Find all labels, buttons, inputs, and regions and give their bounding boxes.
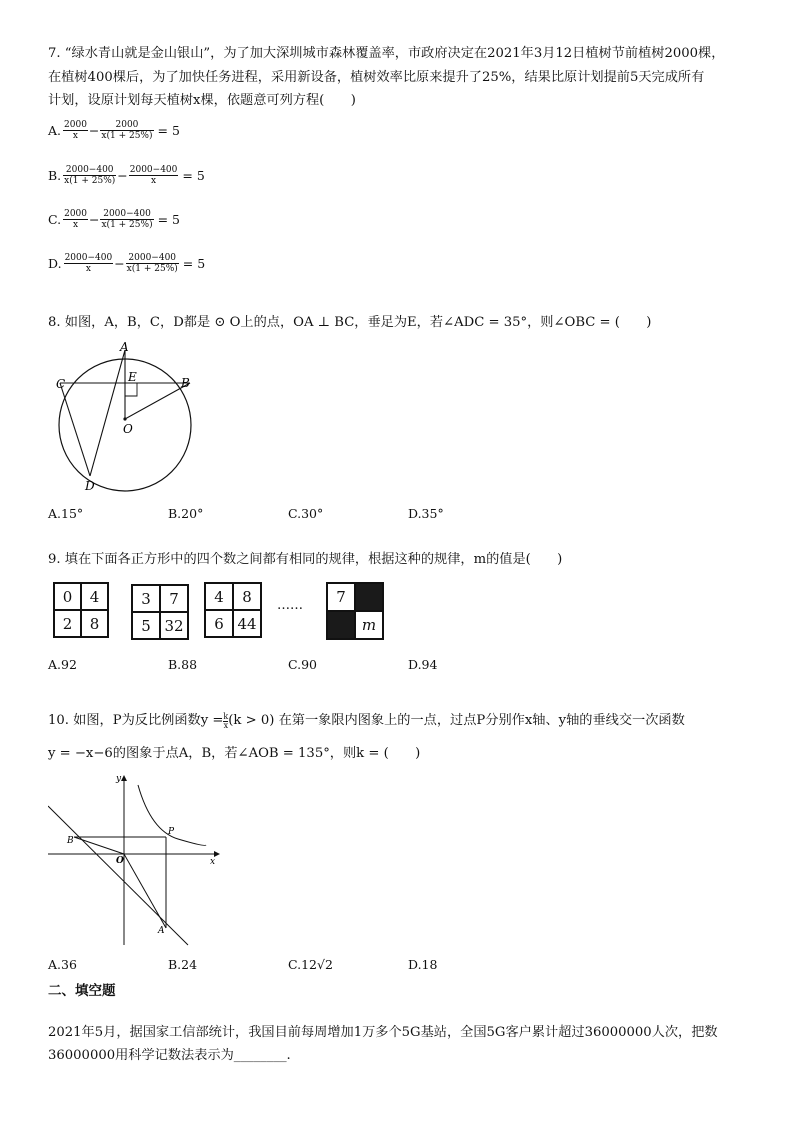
q10-option-c[interactable]: C.12√2 — [288, 957, 333, 972]
label-a: A — [120, 340, 129, 354]
number-square-3 — [204, 582, 262, 638]
q8-option-b[interactable]: B.20° — [168, 506, 204, 521]
fraction: $\frac{2000-400}{x}$ — [129, 165, 178, 186]
cell: 32 — [160, 612, 188, 639]
label-e: E — [128, 370, 137, 384]
q10-stem-line2: y = −x−6的图象于点A，B，若∠AOB = 135°，则k = ( ) — [48, 746, 421, 761]
fraction: $\frac{2000-400}{x(1 + 25\%)}$ — [126, 253, 178, 274]
q9-option-a[interactable]: A.92 — [48, 657, 77, 672]
q9-option-d[interactable]: D.94 — [408, 657, 438, 672]
cell: 7 — [327, 583, 355, 611]
label-b: B — [181, 376, 190, 390]
label-o: O — [123, 422, 133, 436]
cell: 7 — [160, 585, 188, 612]
label-c: C — [56, 377, 66, 391]
q9-option-b[interactable]: B.88 — [168, 657, 198, 672]
fraction: $\frac{2000-400}{x}$ — [64, 253, 113, 274]
cell: 2 — [54, 610, 81, 637]
label-y: y — [116, 774, 122, 784]
segment-cd — [60, 383, 90, 476]
cell: 6 — [205, 610, 233, 637]
ellipsis: …… — [277, 598, 303, 613]
q9-option-c[interactable]: C.90 — [288, 657, 317, 672]
segment-da — [90, 350, 125, 476]
cell: 8 — [233, 583, 261, 610]
cell: 4 — [81, 583, 108, 610]
q7-option-a[interactable]: A. $\frac{2000}{x}$ − $\frac{2000}{x(1 + 25\%)}$ = 5 — [48, 120, 180, 141]
cell: 3 — [132, 585, 160, 612]
right-angle-mark — [125, 383, 137, 396]
q10-stem-line1: 10. 如图，P为反比例函数y = $\frac{k}{x}$ (k > 0) 在第一象限内图象上的一点，过点P分别作x轴、y轴的垂线交一次函数 — [48, 711, 685, 730]
label-a: A — [158, 926, 165, 936]
y-axis-arrow — [121, 775, 127, 781]
cell: 44 — [233, 610, 261, 637]
number-square-2 — [131, 584, 189, 640]
q10-option-b[interactable]: B.24 — [168, 957, 198, 972]
label-p: P — [168, 827, 175, 837]
segment-ob — [74, 837, 124, 854]
number-square-1 — [53, 582, 109, 638]
q7-stem-line3: 计划，设原计划每天植树x棵，依题意可列方程( ) — [48, 93, 356, 108]
q8-option-d[interactable]: D.35° — [408, 506, 444, 521]
q9-stem: 9. 填在下面各正方形中的四个数之间都有相同的规律，根据这种的规律，m的值是( ) — [48, 552, 563, 567]
segment-oa — [124, 854, 166, 928]
q10-option-d[interactable]: D.18 — [408, 957, 438, 972]
label-x: x — [210, 857, 216, 867]
fraction: $\frac{2000-400}{x(1 + 25\%)}$ — [64, 165, 116, 186]
cell: 0 — [54, 583, 81, 610]
q7-option-b[interactable]: B. $\frac{2000-400}{x(1 + 25\%)}$ − $\frac{2000-400}{x}$ = 5 — [48, 165, 205, 186]
q8-option-a[interactable]: A.15° — [48, 506, 84, 521]
center-point — [123, 417, 126, 420]
fraction: $\frac{2000-400}{x(1 + 25\%)}$ — [101, 209, 153, 230]
fill-blank-line2: 36000000用科学记数法表示为________. — [48, 1048, 291, 1063]
line-y-neg-x-minus-6 — [48, 806, 188, 945]
q8-option-c[interactable]: C.30° — [288, 506, 324, 521]
q7-option-d[interactable]: D. $\frac{2000-400}{x}$ − $\frac{2000-400}{x(1 + 25\%)}$ = 5 — [48, 253, 206, 274]
fraction: $\frac{2000}{x}$ — [64, 209, 87, 230]
fraction: $\frac{2000}{x(1 + 25\%)}$ — [101, 120, 153, 141]
q10-option-a[interactable]: A.36 — [48, 957, 77, 972]
fill-blank-line1: 2021年5月，据国家工信部统计，我国目前每周增加1万多个5G基站，全国5G客户累计超过36000000人次，把数 — [48, 1025, 718, 1040]
q7-stem-line2: 在植树400棵后，为了加快任务进程，采用新设备，植树效率比原来提升了25%，结果比原计划提前5天完成所有 — [48, 70, 705, 85]
q8-circle-figure — [48, 338, 218, 498]
q7-option-c[interactable]: C. $\frac{2000}{x}$ − $\frac{2000-400}{x(1 + 25\%)}$ = 5 — [48, 209, 180, 230]
fraction-k-over-x: $\frac{k}{x}$ — [223, 711, 229, 730]
cell-m: m — [355, 611, 383, 639]
number-square-4 — [326, 582, 384, 640]
label-o: O — [116, 856, 124, 866]
fraction: $\frac{2000}{x}$ — [64, 120, 87, 141]
black-cell — [327, 611, 355, 639]
cell: 5 — [132, 612, 160, 639]
black-cell — [355, 583, 383, 611]
section-heading: 二、填空题 — [48, 983, 116, 999]
cell: 4 — [205, 583, 233, 610]
label-b: B — [67, 836, 74, 846]
cell: 8 — [81, 610, 108, 637]
q7-stem-line1: 7. “绿水青山就是金山银山”，为了加大深圳城市森林覆盖率，市政府决定在2021年3月12日植树节前植树2000棵， — [48, 46, 725, 61]
q10-graph-figure — [48, 773, 220, 949]
label-d: D — [85, 479, 95, 493]
q8-stem: 8. 如图，A，B，C，D都是 ⊙ O上的点，OA ⊥ BC，垂足为E，若∠ADC = 35°，则∠OBC = ( ) — [48, 315, 652, 330]
